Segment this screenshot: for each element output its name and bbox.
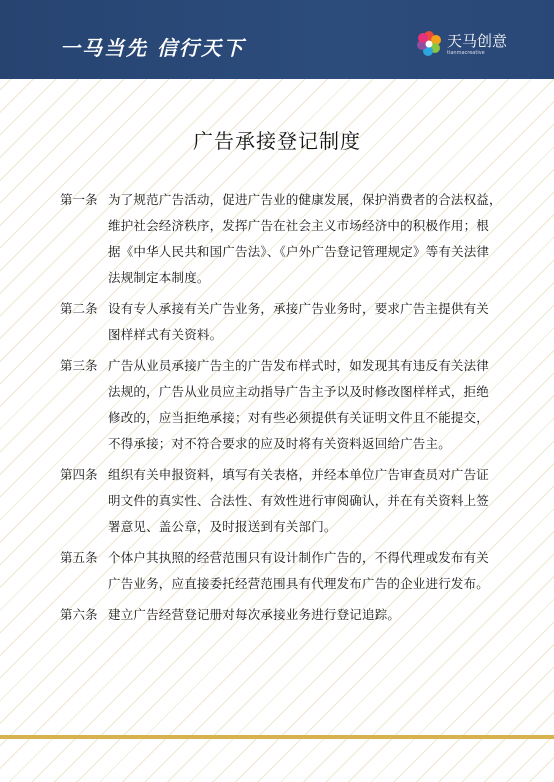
article-text-line: 据《中华人民共和国广告法》、《户外广告登记管理规定》等有关法律 bbox=[108, 244, 490, 259]
article-label: 第五条 bbox=[60, 550, 98, 565]
article-item bbox=[60, 462, 500, 540]
logo-flower-icon bbox=[414, 29, 444, 59]
logo-name: 天马创意 bbox=[447, 31, 508, 50]
article-label: 第四条 bbox=[60, 467, 98, 482]
article-text-line: 组织有关申报资料，填写有关表格，并经本单位广告审查员对广告证 bbox=[108, 467, 490, 482]
article-list bbox=[60, 187, 500, 633]
article-body bbox=[108, 545, 500, 597]
article-item bbox=[60, 602, 500, 628]
logo-subtitle: tianmacreative bbox=[447, 49, 485, 56]
article-text-line: 修改的，应当拒绝承接；对有些必须提供有关证明文件且不能提交， bbox=[108, 410, 490, 425]
article-body bbox=[108, 296, 500, 348]
article-text-line: 不得承接；对不符合要求的应及时将有关资料返回给广告主。 bbox=[108, 436, 451, 451]
article-text-line: 个体户其执照的经营范围只有设计制作广告的，不得代理或发布有关 bbox=[108, 550, 490, 565]
article-label: 第三条 bbox=[60, 358, 98, 373]
article-text-line: 广告从业员承接广告主的广告发布样式时，如发现其有违反有关法律 bbox=[108, 358, 490, 373]
article-body bbox=[108, 353, 500, 457]
footer-divider bbox=[0, 735, 554, 739]
company-logo bbox=[414, 29, 507, 59]
article-item bbox=[60, 353, 500, 457]
article-body bbox=[108, 462, 500, 540]
article-item bbox=[60, 296, 500, 348]
article-text-line: 为了规范广告活动，促进广告业的健康发展，保护消费者的合法权益， bbox=[108, 192, 502, 207]
article-text-line: 维护社会经济秩序，发挥广告在社会主义市场经济中的积极作用；根 bbox=[108, 218, 490, 233]
article-item bbox=[60, 187, 500, 291]
page-title: 广告承接登记制度 bbox=[193, 129, 361, 153]
article-text-line: 明文件的真实性、合法性、有效性进行审阅确认，并在有关资料上签 bbox=[108, 493, 490, 508]
article-text-line: 广告业务，应直接委托经营范围具有代理发布广告的企业进行发布。 bbox=[108, 576, 490, 591]
article-body bbox=[108, 602, 500, 628]
header-banner bbox=[0, 0, 554, 79]
article-body bbox=[108, 187, 502, 291]
article-text-line: 署意见、盖公章，及时报送到有关部门。 bbox=[108, 519, 337, 534]
slogan: 一马当先 信行天下 bbox=[60, 36, 245, 60]
article-text-line: 法规的，广告从业员应主动指导广告主予以及时修改图样样式，拒绝 bbox=[108, 384, 490, 399]
article-label: 第一条 bbox=[60, 192, 98, 207]
article-text-line: 法规制定本制度。 bbox=[108, 270, 210, 285]
article-text-line: 图样样式有关资料。 bbox=[108, 327, 223, 342]
article-item bbox=[60, 545, 500, 597]
article-label: 第二条 bbox=[60, 301, 98, 316]
article-text-line: 建立广告经营登记册对每次承接业务进行登记追踪。 bbox=[108, 607, 401, 622]
article-text-line: 设有专人承接有关广告业务，承接广告业务时，要求广告主提供有关 bbox=[108, 301, 490, 316]
article-label: 第六条 bbox=[60, 607, 98, 622]
